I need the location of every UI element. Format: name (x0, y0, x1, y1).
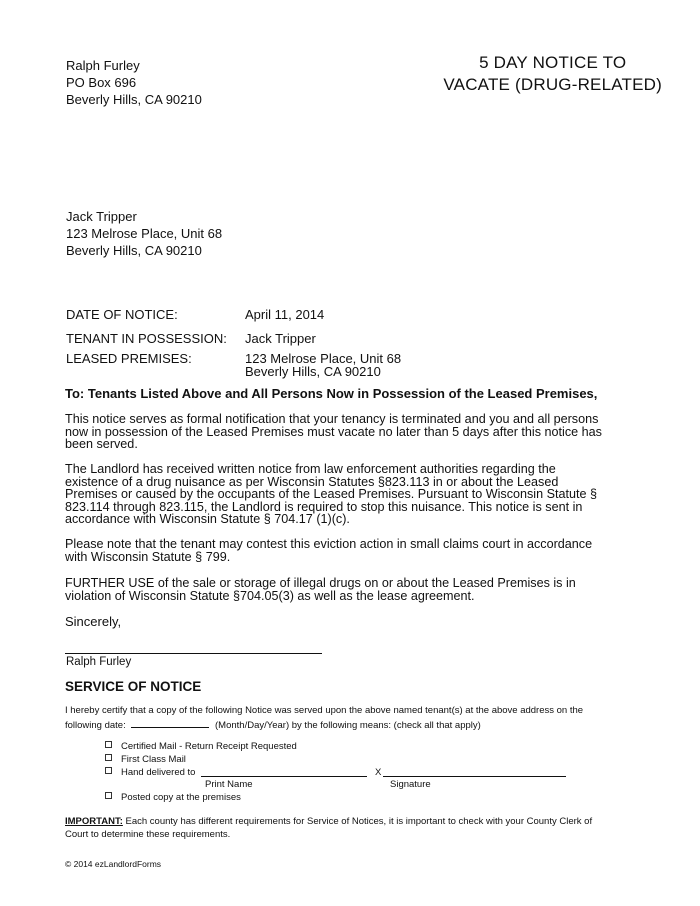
salutation: To: Tenants Listed Above and All Persons Now in Possession of the Leased Premises, (65, 386, 598, 401)
option-certified-mail[interactable] (105, 741, 297, 754)
recipient-address-line1: 123 Melrose Place, Unit 68 (66, 226, 223, 241)
certification-date-label: following date: (65, 719, 126, 731)
signer-name: Ralph Furley (66, 656, 132, 668)
closing: Sincerely, (65, 614, 122, 629)
option-label: Hand delivered to (121, 767, 196, 778)
paragraph-line: been served. (65, 437, 138, 451)
copyright: © 2014 ezLandlordForms (65, 859, 162, 869)
paragraph-line: existence of a drug nuisance as per Wisconsin Statutes §823.113 in or about the Leased (65, 474, 559, 489)
important-line1 (65, 816, 685, 829)
premises-value (245, 352, 401, 378)
signature-line (65, 653, 322, 654)
recipient-address (66, 208, 222, 259)
signature-caption: Signature (390, 779, 431, 790)
service-certification (65, 705, 675, 732)
document-title-line2: VACATE (DRUG-RELATED) (443, 75, 662, 94)
service-heading: SERVICE OF NOTICE (65, 679, 202, 694)
paragraph-further-use (65, 577, 665, 602)
important-line2: Court to determine these requirements. (65, 828, 231, 840)
print-name-field[interactable] (201, 776, 367, 777)
paragraph-line: The Landlord has received written notice from law enforcement authorities regarding the (65, 462, 556, 476)
paragraph-line: Premises or caused by the occupants of the Leased Premises. Pursuant to Wisconsin Statute § (65, 487, 598, 501)
option-label: First Class Mail (121, 754, 186, 765)
premises-line2: Beverly Hills, CA 90210 (245, 364, 381, 379)
paragraph-contest (65, 538, 665, 563)
option-label: Posted copy at the premises (121, 792, 241, 803)
paragraph-line: violation of Wisconsin Statute §704.05(3) as well as the lease agreement. (65, 588, 475, 603)
service-date-field[interactable] (131, 718, 209, 728)
premises-line1: 123 Melrose Place, Unit 68 (245, 351, 402, 366)
paragraph-line: accordance with Wisconsin Statute § 704.17 (1)(c). (65, 512, 350, 526)
paragraph-line: now in possession of the Leased Premises must vacate no later than 5 days after this notice has (65, 424, 602, 439)
paragraph-line: Please note that the tenant may contest this eviction action in small claims court in accordance (65, 537, 593, 551)
paragraph-nuisance (65, 463, 665, 526)
tenant-value: Jack Tripper (245, 331, 316, 346)
option-label: Certified Mail - Return Receipt Requested (121, 741, 297, 752)
option-hand-delivered[interactable] (105, 767, 195, 780)
sender-address (66, 57, 202, 108)
paragraph-line: with Wisconsin Statute § 799. (65, 549, 231, 564)
recipient-name: Jack Tripper (66, 209, 137, 224)
document-title (443, 52, 662, 96)
important-note (65, 816, 685, 841)
tenant-label: TENANT IN POSSESSION: (66, 331, 227, 346)
sender-name: Ralph Furley (66, 58, 140, 73)
paragraph-termination (65, 413, 665, 451)
paragraph-line: 823.114 through 823.115, the Landlord is required to stop this nuisance. This notice is sent in (65, 499, 583, 514)
certification-means-text: (Month/Day/Year) by the following means: (check all that apply) (215, 719, 481, 731)
certification-line1: I hereby certify that a copy of the following Notice was served upon the above named tenant(s) at the above address on the (65, 705, 584, 716)
important-label: IMPORTANT: (65, 816, 123, 827)
checkbox-posted-copy[interactable] (105, 792, 112, 799)
document-title-line1: 5 DAY NOTICE TO (479, 53, 627, 72)
important-text: Each county has different requirements for Service of Notices, it is important to check with your County Clerk of (125, 816, 593, 827)
date-label: DATE OF NOTICE: (66, 307, 178, 322)
checkbox-certified-mail[interactable] (105, 741, 112, 748)
print-name-caption: Print Name (205, 779, 253, 790)
signature-x-mark: X (375, 767, 382, 778)
sender-address-line1: PO Box 696 (66, 75, 137, 90)
option-posted-copy[interactable] (105, 792, 241, 805)
recipient-address-line2: Beverly Hills, CA 90210 (66, 243, 202, 258)
date-value: April 11, 2014 (245, 307, 325, 322)
checkbox-first-class-mail[interactable] (105, 754, 112, 761)
paragraph-line: This notice serves as formal notification that your tenancy is terminated and you and all persons (65, 412, 599, 426)
signature-field[interactable] (383, 776, 566, 777)
paragraph-line: FURTHER USE of the sale or storage of illegal drugs on or about the Leased Premises is in (65, 576, 576, 590)
option-first-class-mail[interactable] (105, 754, 186, 767)
premises-label: LEASED PREMISES: (66, 351, 192, 366)
checkbox-hand-delivered[interactable] (105, 767, 112, 774)
certification-line2 (65, 718, 675, 733)
sender-address-line2: Beverly Hills, CA 90210 (66, 92, 202, 107)
